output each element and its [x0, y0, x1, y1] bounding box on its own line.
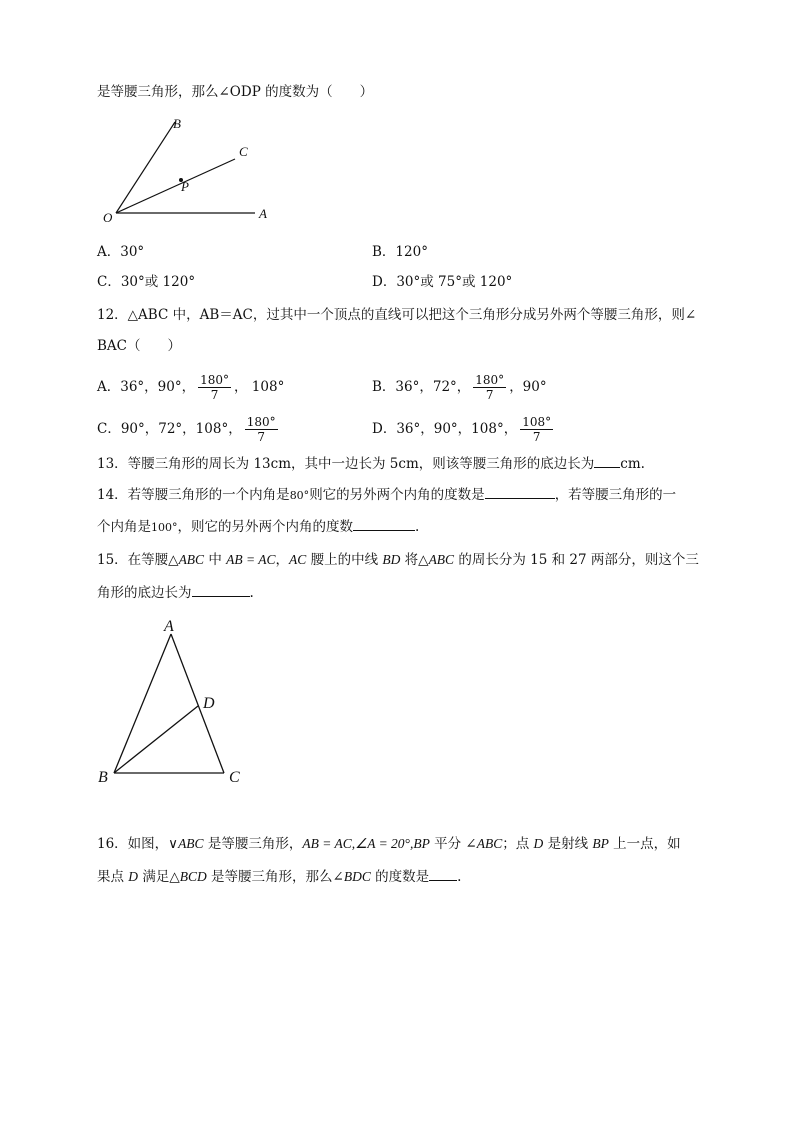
q15-p6: 的周长分为 15 和 27 两部分，则这个三	[454, 552, 699, 568]
q12-b-post: ，90°	[509, 379, 547, 395]
q16-line2	[97, 866, 461, 887]
q15-p3: ，	[275, 552, 290, 568]
q12-d-pre: D．36°，90°，108°，	[372, 421, 518, 437]
q11-option-b: B．120°	[372, 244, 428, 260]
q16-p5: 是射线	[543, 836, 593, 852]
q12-c-fraction	[245, 415, 278, 444]
q16-line1	[97, 834, 681, 854]
q13-unit: cm.	[620, 456, 645, 472]
q14-angle1: 80°	[289, 489, 310, 502]
q16-p1: 16．如图，∨	[97, 836, 179, 852]
q15-line1	[97, 550, 699, 570]
q12-b-num: 180°	[475, 373, 505, 387]
q12-c-den: 7	[257, 430, 265, 444]
q11-stem: 是等腰三角形，那么∠ODP 的度数为（ ）	[97, 84, 374, 100]
q15-ac: AC	[289, 552, 307, 567]
q16-p4: ；点	[502, 836, 534, 852]
q14-pre: 14．若等腰三角形的一个内角是	[97, 487, 290, 503]
q16-p2: 是等腰三角形，	[203, 836, 303, 852]
q15-p1: 15．在等腰△	[97, 552, 179, 568]
q15-line2-post: .	[249, 585, 254, 601]
q12-option-b	[372, 373, 547, 402]
q15-abc2: ABC	[428, 552, 455, 567]
q16-line2-p3: 是等腰三角形，那么∠	[206, 869, 344, 885]
q13-text: 13．等腰三角形的周长为 13cm，其中一边长为 5cm，则该等腰三角形的底边长为	[97, 456, 595, 472]
label-p: P	[181, 179, 189, 194]
q16-bp: BP	[592, 836, 609, 851]
q13-blank	[594, 453, 620, 468]
q12-c-num: 180°	[246, 415, 276, 429]
q16-p6: 上一点，如	[608, 836, 681, 852]
q15-p4: 腰上的中线	[306, 552, 383, 568]
q14-line2-mid: ，则它的另外两个内角的度数	[177, 519, 353, 535]
label-c: C	[239, 144, 248, 159]
q16-d1: D	[533, 836, 544, 851]
q12-c-pre: C．90°，72°，108°，	[97, 421, 242, 437]
q16-bdc: BDC	[343, 869, 371, 884]
q12-option-d	[372, 415, 556, 444]
q11-figure	[95, 110, 285, 230]
q13	[97, 453, 645, 474]
q15-figure	[92, 612, 252, 792]
q15-line2	[97, 582, 254, 603]
q12-a-post: ， 108°	[234, 379, 285, 395]
q12-b-den: 7	[485, 388, 494, 402]
label-d: D	[203, 695, 215, 712]
q12-d-num: 108°	[522, 415, 552, 429]
q11-option-c: C．30°或 120°	[97, 274, 196, 290]
q16-abc1: ABC	[178, 836, 204, 851]
q14-line2-pre: 个内角是	[97, 519, 151, 535]
q16-blank	[429, 866, 457, 881]
q14-post1: ，若等腰三角形的一	[554, 487, 677, 503]
q14-line1	[97, 484, 676, 506]
q16-line2-p1: 果点	[97, 869, 129, 885]
q12-line2: BAC（ ）	[97, 338, 181, 354]
q15-bd: BD	[382, 552, 401, 567]
label-b: B	[173, 116, 181, 131]
q12-b-fraction	[473, 373, 506, 402]
q15-eq: AB = AC	[226, 552, 276, 567]
q12-b-pre: B．36°，72°，	[372, 379, 471, 395]
label-a: A	[259, 206, 267, 221]
q12-d-fraction	[520, 415, 553, 444]
label-a: A	[164, 618, 174, 635]
q16-cond: AB = AC,∠A = 20°,BP	[302, 836, 430, 851]
q12-a-num: 180°	[200, 373, 230, 387]
label-c: C	[229, 769, 240, 786]
q14-blank1	[485, 484, 555, 499]
q14-line2-post: .	[415, 519, 420, 535]
median-bd	[114, 706, 198, 773]
q12-line1: 12．△ABC 中，AB＝AC，过其中一个顶点的直线可以把这个三角形分成另外两个等腰三角形，则∠	[97, 307, 697, 323]
q14-angle2: 100°	[151, 521, 178, 534]
q16-line2-p2: 满足△	[138, 869, 180, 885]
q16-bcd: BCD	[179, 869, 207, 884]
side-ac	[171, 634, 224, 773]
q16-p3: 平分 ∠	[429, 836, 477, 852]
q14-line2	[97, 516, 419, 538]
q15-p5: 将△	[400, 552, 429, 568]
q12-a-den: 7	[210, 388, 219, 402]
q12-option-a	[97, 373, 284, 402]
side-ab	[114, 634, 171, 773]
label-b: B	[98, 769, 108, 786]
q16-abc2: ABC	[476, 836, 503, 851]
q15-line2-pre: 角形的底边长为	[97, 585, 192, 601]
q12-a-fraction	[198, 373, 231, 402]
q15-abc1: ABC	[178, 552, 205, 567]
q15-blank	[192, 582, 250, 597]
q11-option-d: D．30°或 75°或 120°	[372, 274, 513, 290]
label-o: O	[103, 210, 113, 225]
q14-mid: 则它的另外两个内角的度数是	[309, 487, 485, 503]
q15-p2: 中	[204, 552, 227, 568]
q16-line2-post: .	[457, 869, 462, 885]
q12-d-den: 7	[532, 430, 541, 444]
q16-line2-p4: 的度数是	[370, 869, 430, 885]
q16-d2: D	[128, 869, 139, 884]
q14-blank2	[353, 516, 415, 531]
q11-option-a: A．30°	[97, 244, 145, 260]
q12-a-pre: A．36°，90°，	[97, 379, 196, 395]
q12-option-c	[97, 415, 281, 444]
